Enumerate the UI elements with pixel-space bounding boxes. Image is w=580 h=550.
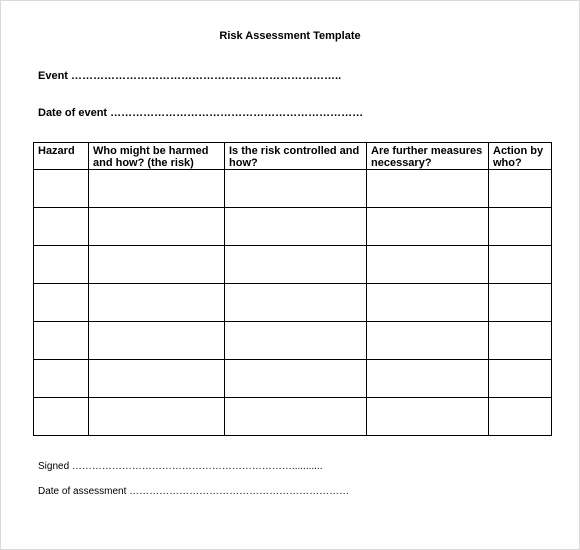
- document-title: Risk Assessment Template: [219, 30, 361, 42]
- table-row: [34, 284, 552, 322]
- table-cell[interactable]: [34, 398, 89, 436]
- header-further-measures: Are further measures necessary?: [367, 143, 489, 170]
- table-row: [34, 360, 552, 398]
- table-cell[interactable]: [225, 170, 367, 208]
- date-of-assessment-dots: …………………………………………………………: [129, 486, 350, 497]
- date-of-event-label: Date of event: [38, 107, 108, 119]
- table-row: [34, 208, 552, 246]
- table-cell[interactable]: [367, 170, 489, 208]
- event-dots: ………………………………………………………………..: [71, 70, 342, 82]
- header-risk-controlled: Is the risk controlled and how?: [225, 143, 367, 170]
- risk-assessment-table: [33, 142, 552, 436]
- table-cell[interactable]: [225, 360, 367, 398]
- table-cell[interactable]: [89, 322, 225, 360]
- date-of-event-dots: ……………………………………………………………: [110, 107, 364, 119]
- event-field: [38, 70, 341, 82]
- table-cell[interactable]: [367, 398, 489, 436]
- table-cell[interactable]: [225, 398, 367, 436]
- table-cell[interactable]: [225, 208, 367, 246]
- table-cell[interactable]: [367, 246, 489, 284]
- header-action-by: Action by who?: [489, 143, 552, 170]
- signed-field: [38, 461, 322, 472]
- table-cell[interactable]: [489, 398, 552, 436]
- table-cell[interactable]: [489, 360, 552, 398]
- table-row: [34, 322, 552, 360]
- table-header-row: [34, 143, 552, 170]
- signed-label: Signed: [38, 461, 70, 472]
- table-cell[interactable]: [489, 170, 552, 208]
- table-cell[interactable]: [89, 246, 225, 284]
- table-cell[interactable]: [489, 208, 552, 246]
- table-cell[interactable]: [367, 284, 489, 322]
- table-cell[interactable]: [367, 360, 489, 398]
- table-body: [34, 170, 552, 436]
- date-of-event-field: [38, 107, 363, 119]
- table-cell[interactable]: [34, 284, 89, 322]
- table-cell[interactable]: [489, 322, 552, 360]
- event-label: Event: [38, 70, 68, 82]
- table-cell[interactable]: [34, 322, 89, 360]
- table-cell[interactable]: [34, 360, 89, 398]
- table-row: [34, 170, 552, 208]
- table-cell[interactable]: [89, 360, 225, 398]
- table-cell[interactable]: [89, 208, 225, 246]
- table-row: [34, 246, 552, 284]
- date-of-assessment-label: Date of assessment: [38, 486, 127, 497]
- header-hazard: Hazard: [34, 143, 89, 170]
- table-cell[interactable]: [89, 398, 225, 436]
- table-cell[interactable]: [34, 170, 89, 208]
- date-of-assessment-field: [38, 486, 349, 497]
- table-cell[interactable]: [34, 246, 89, 284]
- table-cell[interactable]: [367, 208, 489, 246]
- table-cell[interactable]: [225, 284, 367, 322]
- table-cell[interactable]: [225, 246, 367, 284]
- table-cell[interactable]: [89, 170, 225, 208]
- header-who-might-be-harmed: Who might be harmed and how? (the risk): [89, 143, 225, 170]
- signed-dots: …………………………………………………………...........: [71, 461, 323, 472]
- table-row: [34, 398, 552, 436]
- table-cell[interactable]: [367, 322, 489, 360]
- table-cell[interactable]: [489, 284, 552, 322]
- table-cell[interactable]: [34, 208, 89, 246]
- table-cell[interactable]: [489, 246, 552, 284]
- table-cell[interactable]: [89, 284, 225, 322]
- table-cell[interactable]: [225, 322, 367, 360]
